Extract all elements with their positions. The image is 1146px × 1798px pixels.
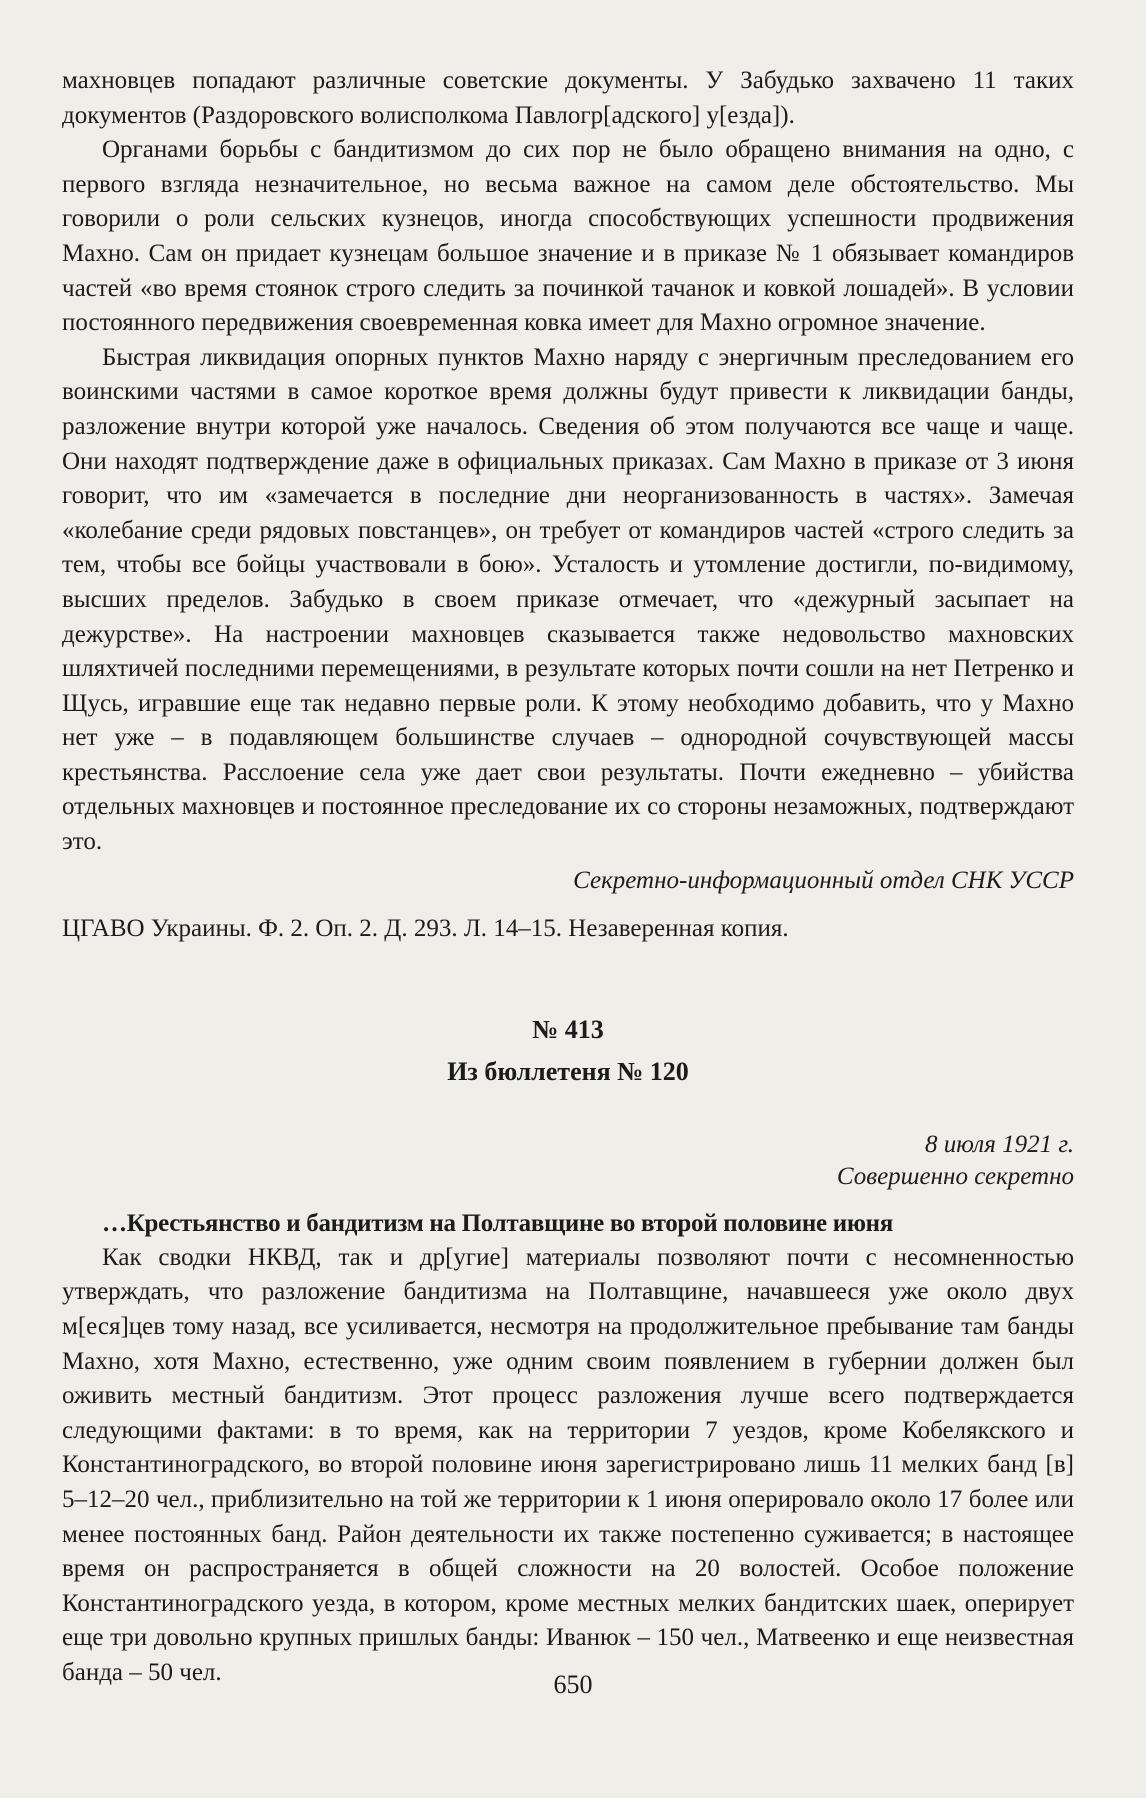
document-number: № 413	[532, 1014, 604, 1044]
paragraph-liquidation: Быстрая ликвидация опорных пунктов Махно наряду с энергичным преследованием его воинскими частями в самое короткое время должны будут привести к ликвидации банды, разложение внутри которой уже началось. Сведения об этом получаются все чаще и чаще. Они находят подтверждение даже в официальных приказах. Сам Махно в приказе от 3 июня говорит, что им «замечается в последние дни неорганизованность в частях». Замечая «колебание среди рядовых повстанцев», он требует от командиров частей «строго следить за тем, чтобы все бойцы участвовали в бою». Усталость и утомление достигли, по-видимому, высших пределов. Забудько в своем приказе отмечает, что «дежурный засыпает на дежурстве». На настроении махновцев сказывается также недовольство махновских шляхтичей последними перемещениями, в результате которых почти сошли на нет Петренко и Щусь, игравшие еще так недавно первые роли. К этому необходимо добавить, что у Махно нет уже – в подавляющем большинстве случаев – однородной сочувствующей массы крестьянства. Расслоение села уже дает свои результаты. Почти ежедневно – убийства отдельных махновцев и постоянное преследование их со стороны незаможных, подтверждают это.	[62, 343, 1074, 856]
signature: Секретно-информационный отдел СНК УССР	[573, 866, 1074, 894]
page-number: 650	[553, 1670, 593, 1699]
document-date: 8 июля 1921 г.	[925, 1130, 1074, 1158]
bulletin-text	[62, 1241, 1074, 1691]
section-heading: …Крестьянство и бандитизм на Полтавщине во второй половине июня	[102, 1209, 893, 1237]
archive-source: ЦГАВО Украины. Ф. 2. Оп. 2. Д. 293. Л. 14–15. Незаверенная копия.	[62, 915, 789, 943]
document-title: Из бюллетеня № 120	[447, 1056, 689, 1086]
paragraph-poltava: Как сводки НКВД, так и др[угие] материалы позволяют почти с несомненностью утверждать, что разложение бандитизма на Полтавщине, начавшееся уже около двух м[еся]цев тому назад, все усиливается, несмотря на продолжительное пребывание там банды Махно, хотя Махно, естественно, уже одним своим появлением в губернии должен был оживить местный бандитизм. Этот процесс разложения лучше всего подтверждается следующими фактами: в то время, как на территории 7 уездов, кроме Кобелякского и Константиноградского, во второй половине июня зарегистрировано лишь 11 мелких банд [в] 5–12–20 чел., приблизительно на той же территории к 1 июня оперировало около 17 более или менее постоянных банд. Район деятельности их также постепенно суживается; в настоящее время он распространяется в общей сложности на 20 волостей. Особое положение Константиноградского уезда, в котором, кроме местных мелких бандитских шаек, оперирует еще три довольно крупных пришлых банды: Иванюк – 150 чел., Матвеенко и еще неизвестная банда – 50 чел.	[62, 1243, 1074, 1686]
classification-label: Совершенно секретно	[836, 1162, 1074, 1190]
paragraph-continuation: махновцев попадают различные советские документы. У Забудько захвачено 11 таких документов (Раздоровского волисполкома Павлогр[адского] у[езда]).	[62, 67, 1074, 129]
paragraph-blacksmiths: Органами борьбы с бандитизмом до сих пор не было обращено внимания на одно, с первого взгляда незначительное, но весьма важное на самом деле обстоятельство. Мы говорили о роли сельских кузнецов, иногда способствующих успешности продвижения Махно. Сам он придает кузнецам большое значение и в приказе № 1 обязывает командиров частей «во время стоянок строго следить за починкой тачанок и ковкой лошадей». В условии постоянного передвижения своевременная ковка имеет для Махно огромное значение.	[62, 136, 1074, 337]
previous-document-text	[62, 64, 1074, 860]
